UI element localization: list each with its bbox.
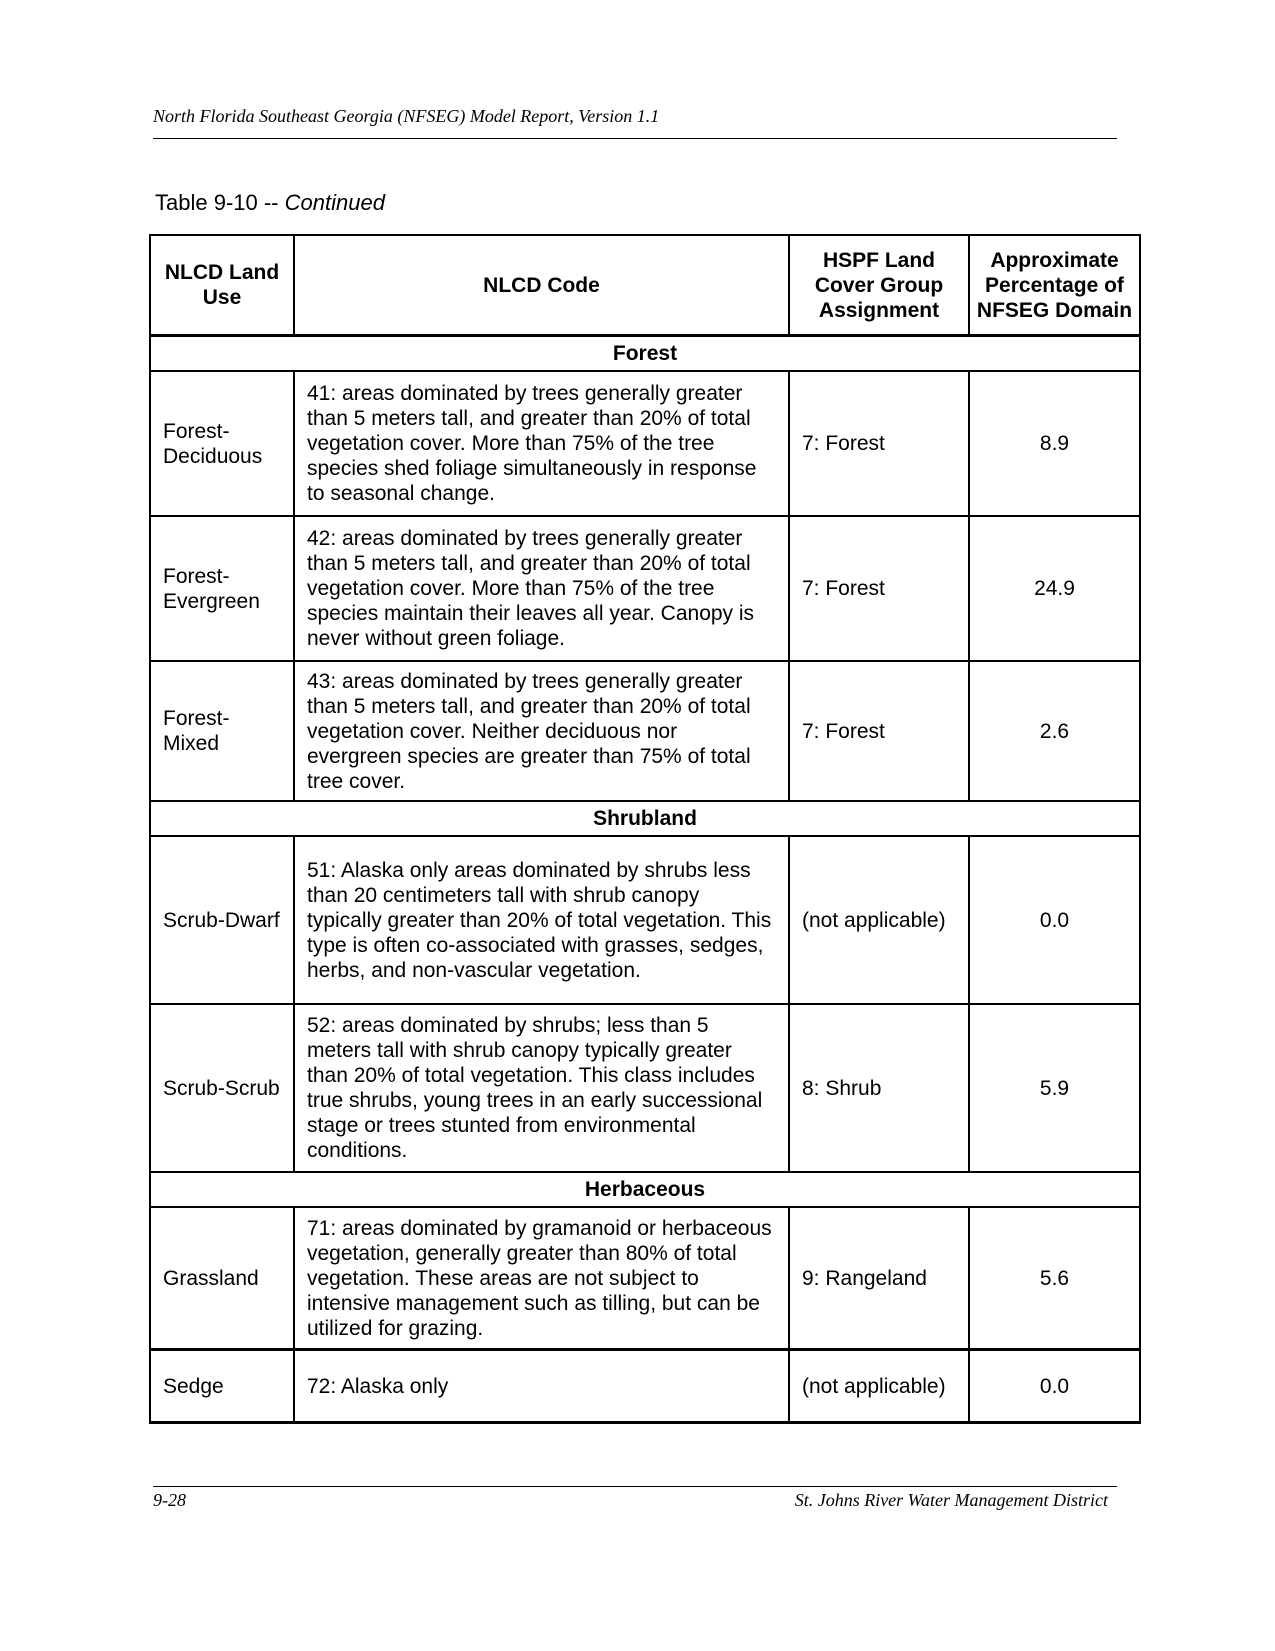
percentage-cell: 5.9	[969, 1004, 1140, 1172]
percentage-cell: 2.6	[969, 661, 1140, 801]
header-percentage: Approximate Percentage of NFSEG Domain	[969, 235, 1140, 336]
header-land-use: NLCD Land Use	[150, 235, 294, 336]
code-cell: 42: areas dominated by trees generally greater than 5 meters tall, and greater than 20% of total vegetation cover. More than 75% of the tree species maintain their leaves all year. Canopy is never without green foliage.	[294, 516, 789, 661]
table-row	[150, 1207, 1140, 1350]
header-hspf: HSPF Land Cover Group Assignment	[789, 235, 969, 336]
hspf-cell: (not applicable)	[789, 1350, 969, 1423]
code-cell: 41: areas dominated by trees generally greater than 5 meters tall, and greater than 20% of total vegetation cover. More than 75% of the tree species shed foliage simultaneously in response to seasonal change.	[294, 371, 789, 516]
percentage-cell: 0.0	[969, 1350, 1140, 1423]
footer-organization: St. Johns River Water Management District	[794, 1490, 1108, 1510]
table-row	[150, 516, 1140, 661]
hspf-cell: 8: Shrub	[789, 1004, 969, 1172]
running-header: North Florida Southeast Georgia (NFSEG) Model Report, Version 1.1	[153, 106, 660, 126]
hspf-cell: 7: Forest	[789, 371, 969, 516]
land-use-cell: Grassland	[150, 1207, 294, 1350]
header-code: NLCD Code	[294, 235, 789, 336]
group-label: Herbaceous	[150, 1172, 1140, 1207]
table-row	[150, 371, 1140, 516]
table-row	[150, 836, 1140, 1004]
land-use-cell: Forest-Mixed	[150, 661, 294, 801]
group-row-forest	[150, 336, 1140, 372]
header-row	[150, 235, 1140, 336]
caption-continued: Continued	[284, 190, 385, 215]
header-rule	[153, 138, 1117, 139]
hspf-cell: (not applicable)	[789, 836, 969, 1004]
land-use-cell: Sedge	[150, 1350, 294, 1423]
group-row-herbaceous	[150, 1172, 1140, 1207]
code-cell: 51: Alaska only areas dominated by shrubs less than 20 centimeters tall with shrub canopy typically greater than 20% of total vegetation. This type is often co-associated with grasses, sedges, herbs, and non-vascular vegetation.	[294, 836, 789, 1004]
percentage-cell: 0.0	[969, 836, 1140, 1004]
group-row-shrubland	[150, 801, 1140, 836]
table-caption	[155, 190, 385, 216]
footer-rule	[153, 1486, 1117, 1487]
land-use-cell: Forest-Evergreen	[150, 516, 294, 661]
land-use-cell: Forest-Deciduous	[150, 371, 294, 516]
percentage-cell: 5.6	[969, 1207, 1140, 1350]
page-number: 9-28	[153, 1490, 186, 1510]
code-cell: 43: areas dominated by trees generally greater than 5 meters tall, and greater than 20% of total vegetation cover. Neither deciduous nor evergreen species are greater than 75% of total tree cover.	[294, 661, 789, 801]
hspf-cell: 7: Forest	[789, 661, 969, 801]
table-row	[150, 1350, 1140, 1423]
hspf-cell: 7: Forest	[789, 516, 969, 661]
hspf-cell: 9: Rangeland	[789, 1207, 969, 1350]
land-use-cell: Scrub-Dwarf	[150, 836, 294, 1004]
percentage-cell: 8.9	[969, 371, 1140, 516]
code-cell: 72: Alaska only	[294, 1350, 789, 1423]
table-row	[150, 1004, 1140, 1172]
code-cell: 52: areas dominated by shrubs; less than 5 meters tall with shrub canopy typically greater than 20% of total vegetation. This class includes true shrubs, young trees in an early successional stage or trees stunted from environmental conditions.	[294, 1004, 789, 1172]
group-label: Forest	[150, 336, 1140, 372]
land-use-cell: Scrub-Scrub	[150, 1004, 294, 1172]
code-cell: 71: areas dominated by gramanoid or herbaceous vegetation, generally greater than 80% of total vegetation. These areas are not subject to intensive management such as tilling, but can be utilized for grazing.	[294, 1207, 789, 1350]
land-use-table	[149, 234, 1141, 1424]
percentage-cell: 24.9	[969, 516, 1140, 661]
caption-label: Table 9-10 --	[155, 190, 285, 215]
table-row	[150, 661, 1140, 801]
group-label: Shrubland	[150, 801, 1140, 836]
